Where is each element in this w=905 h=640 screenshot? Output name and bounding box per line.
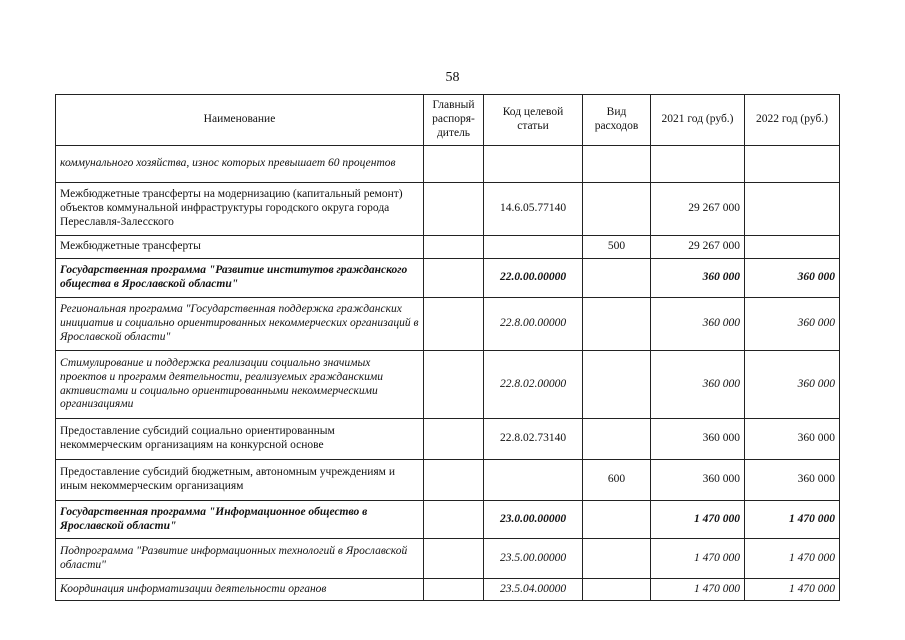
row-expense-type bbox=[583, 501, 651, 539]
row-code: 22.8.02.00000 bbox=[484, 351, 583, 419]
row-code bbox=[484, 460, 583, 501]
row-name: Межбюджетные трансферты на модернизацию (капитальный ремонт) объектов коммунальной инфраструктуры городского округа города Переславля-Залесского bbox=[56, 183, 424, 236]
row-name: Межбюджетные трансферты bbox=[56, 236, 424, 259]
header-target-code: Код целевой статьи bbox=[484, 95, 583, 146]
row-main-manager bbox=[424, 146, 484, 183]
row-2021: 360 000 bbox=[651, 460, 745, 501]
row-code: 23.0.00.00000 bbox=[484, 501, 583, 539]
row-main-manager bbox=[424, 298, 484, 351]
row-2021: 1 470 000 bbox=[651, 501, 745, 539]
row-expense-type bbox=[583, 183, 651, 236]
row-2022: 1 470 000 bbox=[745, 501, 840, 539]
row-2021: 360 000 bbox=[651, 419, 745, 460]
table-row bbox=[56, 351, 840, 419]
row-2021: 1 470 000 bbox=[651, 579, 745, 601]
row-expense-type bbox=[583, 298, 651, 351]
row-2022: 360 000 bbox=[745, 259, 840, 298]
row-expense-type bbox=[583, 539, 651, 579]
row-2022: 360 000 bbox=[745, 419, 840, 460]
row-2021: 29 267 000 bbox=[651, 236, 745, 259]
row-code: 22.8.02.73140 bbox=[484, 419, 583, 460]
row-main-manager bbox=[424, 351, 484, 419]
row-2021: 360 000 bbox=[651, 298, 745, 351]
row-2021: 1 470 000 bbox=[651, 539, 745, 579]
row-code: 14.6.05.77140 bbox=[484, 183, 583, 236]
row-main-manager bbox=[424, 501, 484, 539]
table-row bbox=[56, 460, 840, 501]
row-2022: 360 000 bbox=[745, 351, 840, 419]
row-expense-type bbox=[583, 259, 651, 298]
row-expense-type: 500 bbox=[583, 236, 651, 259]
row-2022: 360 000 bbox=[745, 460, 840, 501]
row-expense-type bbox=[583, 419, 651, 460]
row-code: 22.8.00.00000 bbox=[484, 298, 583, 351]
row-code: 23.5.04.00000 bbox=[484, 579, 583, 601]
row-name: коммунального хозяйства, износ которых превышает 60 процентов bbox=[56, 146, 424, 183]
row-2022 bbox=[745, 146, 840, 183]
row-2021 bbox=[651, 146, 745, 183]
header-2022: 2022 год (руб.) bbox=[745, 95, 840, 146]
table-row bbox=[56, 298, 840, 351]
row-code: 23.5.00.00000 bbox=[484, 539, 583, 579]
row-name: Региональная программа "Государственная поддержка гражданских инициатив и социально ориентированных некоммерческих организаций в Ярославской области" bbox=[56, 298, 424, 351]
row-expense-type bbox=[583, 579, 651, 601]
row-name: Предоставление субсидий социально ориентированным некоммерческим организациям на конкурсной основе bbox=[56, 419, 424, 460]
table-row bbox=[56, 236, 840, 259]
header-main-manager: Главный распоря-дитель bbox=[424, 95, 484, 146]
table-row bbox=[56, 539, 840, 579]
row-name: Подпрограмма "Развитие информационных технологий в Ярославской области" bbox=[56, 539, 424, 579]
table-header-row bbox=[56, 95, 840, 146]
table-row bbox=[56, 501, 840, 539]
row-main-manager bbox=[424, 460, 484, 501]
row-expense-type bbox=[583, 351, 651, 419]
row-main-manager bbox=[424, 579, 484, 601]
row-main-manager bbox=[424, 236, 484, 259]
row-2022: 1 470 000 bbox=[745, 579, 840, 601]
row-2021: 360 000 bbox=[651, 259, 745, 298]
table-row bbox=[56, 183, 840, 236]
row-2022 bbox=[745, 183, 840, 236]
row-code bbox=[484, 146, 583, 183]
header-2021: 2021 год (руб.) bbox=[651, 95, 745, 146]
row-name: Стимулирование и поддержка реализации социально значимых проектов и программ деятельности, реализуемых гражданскими активистами и социально ориентированными некоммерческими организациями bbox=[56, 351, 424, 419]
row-name: Государственная программа "Информационное общество в Ярославской области" bbox=[56, 501, 424, 539]
row-2021: 29 267 000 bbox=[651, 183, 745, 236]
row-code bbox=[484, 236, 583, 259]
budget-table bbox=[55, 94, 840, 601]
header-name: Наименование bbox=[56, 95, 424, 146]
page-number: 58 bbox=[445, 70, 460, 85]
header-expense-type: Вид расходов bbox=[583, 95, 651, 146]
row-2022: 360 000 bbox=[745, 298, 840, 351]
table-row bbox=[56, 259, 840, 298]
row-expense-type: 600 bbox=[583, 460, 651, 501]
row-name: Государственная программа "Развитие институтов гражданского общества в Ярославской области" bbox=[56, 259, 424, 298]
row-name: Координация информатизации деятельности органов bbox=[56, 579, 424, 601]
table-row bbox=[56, 419, 840, 460]
row-2021: 360 000 bbox=[651, 351, 745, 419]
table-row bbox=[56, 579, 840, 601]
row-name: Предоставление субсидий бюджетным, автономным учреждениям и иным некоммерческим организациям bbox=[56, 460, 424, 501]
row-code: 22.0.00.00000 bbox=[484, 259, 583, 298]
row-2022: 1 470 000 bbox=[745, 539, 840, 579]
row-expense-type bbox=[583, 146, 651, 183]
row-main-manager bbox=[424, 419, 484, 460]
row-main-manager bbox=[424, 539, 484, 579]
row-main-manager bbox=[424, 259, 484, 298]
row-main-manager bbox=[424, 183, 484, 236]
table-row bbox=[56, 146, 840, 183]
row-2022 bbox=[745, 236, 840, 259]
